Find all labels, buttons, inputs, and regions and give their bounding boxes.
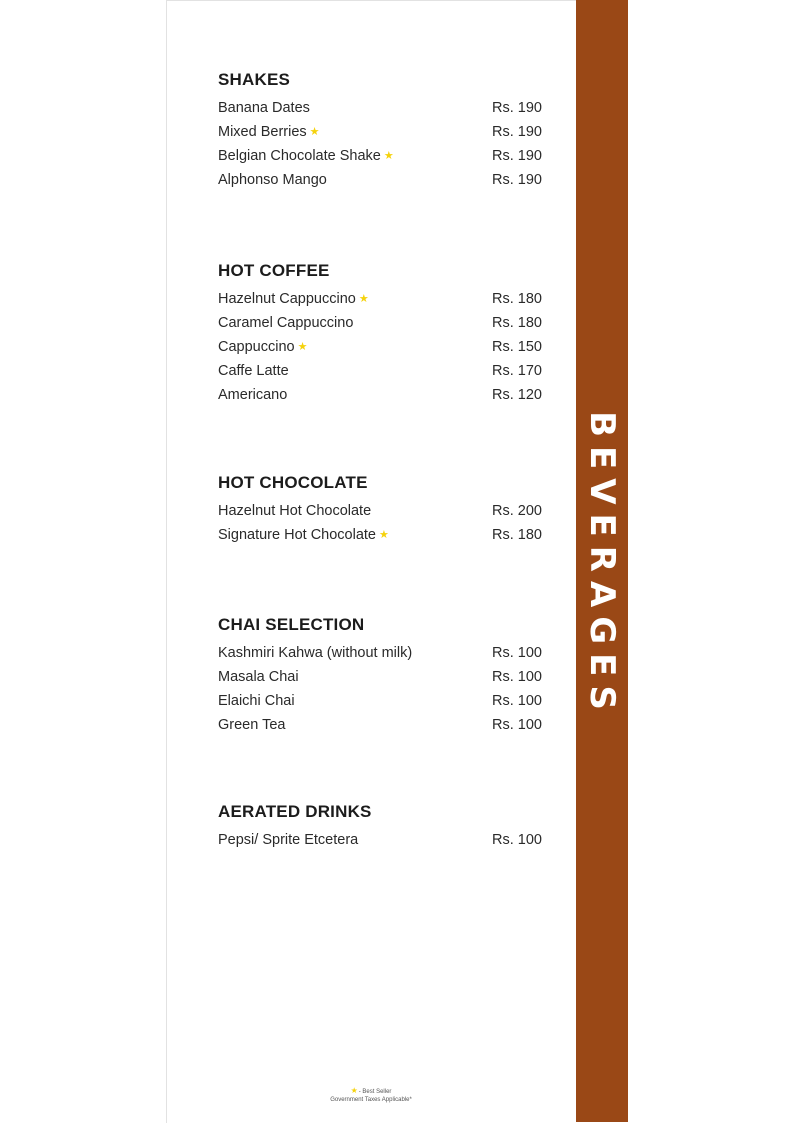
item-name-text: Caramel Cappuccino bbox=[218, 315, 354, 331]
menu-section bbox=[218, 802, 548, 856]
item-name bbox=[218, 124, 320, 140]
item-name-text: Kashmiri Kahwa (without milk) bbox=[218, 645, 413, 661]
section-title: AERATED DRINKS bbox=[218, 802, 372, 821]
menu-section bbox=[218, 615, 548, 741]
item-price: Rs. 190 bbox=[492, 100, 542, 116]
footer-note: Government Taxes Applicable* bbox=[330, 1097, 412, 1103]
star-icon: ★ bbox=[309, 126, 320, 138]
item-price: Rs. 200 bbox=[492, 503, 542, 519]
star-icon: ★ bbox=[358, 293, 369, 305]
item-name-text: Banana Dates bbox=[218, 100, 310, 116]
item-price: Rs. 100 bbox=[492, 669, 542, 685]
item-price: Rs. 120 bbox=[492, 387, 542, 403]
item-name-text: Caffe Latte bbox=[218, 363, 289, 379]
menu-item bbox=[218, 100, 548, 124]
menu-item bbox=[218, 527, 548, 551]
item-price: Rs. 190 bbox=[492, 172, 542, 188]
item-price: Rs. 180 bbox=[492, 527, 542, 543]
menu-item bbox=[218, 339, 548, 363]
footer-legend-text: - Best Seller bbox=[358, 1089, 392, 1095]
footer bbox=[166, 1087, 576, 1104]
item-name-text: Cappuccino bbox=[218, 339, 295, 355]
item-name bbox=[218, 339, 307, 355]
item-name bbox=[218, 291, 369, 307]
item-price: Rs. 150 bbox=[492, 339, 542, 355]
menu-item bbox=[218, 693, 548, 717]
item-name-text: Alphonso Mango bbox=[218, 172, 327, 188]
menu-section bbox=[218, 70, 548, 196]
menu-section bbox=[218, 473, 548, 551]
item-name-text: Hazelnut Cappuccino bbox=[218, 291, 356, 307]
star-icon: ★ bbox=[350, 1086, 358, 1095]
item-name bbox=[218, 148, 394, 164]
menu-item bbox=[218, 645, 548, 669]
menu-item bbox=[218, 291, 548, 315]
item-price: Rs. 100 bbox=[492, 832, 542, 848]
item-name bbox=[218, 717, 285, 733]
item-price: Rs. 170 bbox=[492, 363, 542, 379]
menu-item bbox=[218, 148, 548, 172]
item-name-text: Signature Hot Chocolate bbox=[218, 527, 376, 543]
menu-section bbox=[218, 261, 548, 411]
item-price: Rs. 100 bbox=[492, 717, 542, 733]
item-name-text: Hazelnut Hot Chocolate bbox=[218, 503, 372, 519]
menu-item bbox=[218, 363, 548, 387]
item-price: Rs. 100 bbox=[492, 645, 542, 661]
star-icon: ★ bbox=[383, 150, 394, 162]
item-name bbox=[218, 387, 287, 403]
item-name bbox=[218, 832, 358, 848]
star-icon: ★ bbox=[379, 529, 389, 541]
item-price: Rs. 190 bbox=[492, 148, 542, 164]
item-name bbox=[218, 645, 412, 661]
menu-item bbox=[218, 669, 548, 693]
star-icon: ★ bbox=[297, 341, 308, 353]
item-name-text: Pepsi/ Sprite Etcetera bbox=[218, 832, 359, 848]
section-title: SHAKES bbox=[218, 70, 291, 89]
item-name-text: Americano bbox=[218, 387, 288, 403]
item-name-text: Belgian Chocolate Shake bbox=[218, 148, 381, 164]
menu-item bbox=[218, 387, 548, 411]
footer-legend bbox=[166, 1087, 576, 1096]
section-title: CHAI SELECTION bbox=[218, 615, 365, 634]
item-name bbox=[218, 100, 310, 116]
item-name-text: Green Tea bbox=[218, 717, 286, 733]
item-price: Rs. 180 bbox=[492, 315, 542, 331]
section-title: HOT CHOCOLATE bbox=[218, 473, 368, 492]
menu-item bbox=[218, 503, 548, 527]
item-price: Rs. 100 bbox=[492, 693, 542, 709]
side-title-wrap bbox=[576, 411, 628, 719]
section-title: HOT COFFEE bbox=[218, 261, 330, 280]
menu-item bbox=[218, 832, 548, 856]
item-name-text: Masala Chai bbox=[218, 669, 299, 685]
item-price: Rs. 180 bbox=[492, 291, 542, 307]
item-name bbox=[218, 527, 389, 543]
menu-item bbox=[218, 315, 548, 339]
side-title: BEVERAGES bbox=[582, 411, 623, 719]
item-price: Rs. 190 bbox=[492, 124, 542, 140]
item-name bbox=[218, 315, 353, 331]
item-name bbox=[218, 172, 327, 188]
item-name bbox=[218, 693, 295, 709]
item-name-text: Mixed Berries bbox=[218, 124, 307, 140]
menu-item bbox=[218, 172, 548, 196]
menu-item bbox=[218, 124, 548, 148]
item-name bbox=[218, 669, 299, 685]
menu-item bbox=[218, 717, 548, 741]
item-name-text: Elaichi Chai bbox=[218, 693, 295, 709]
item-name bbox=[218, 363, 289, 379]
item-name bbox=[218, 503, 371, 519]
